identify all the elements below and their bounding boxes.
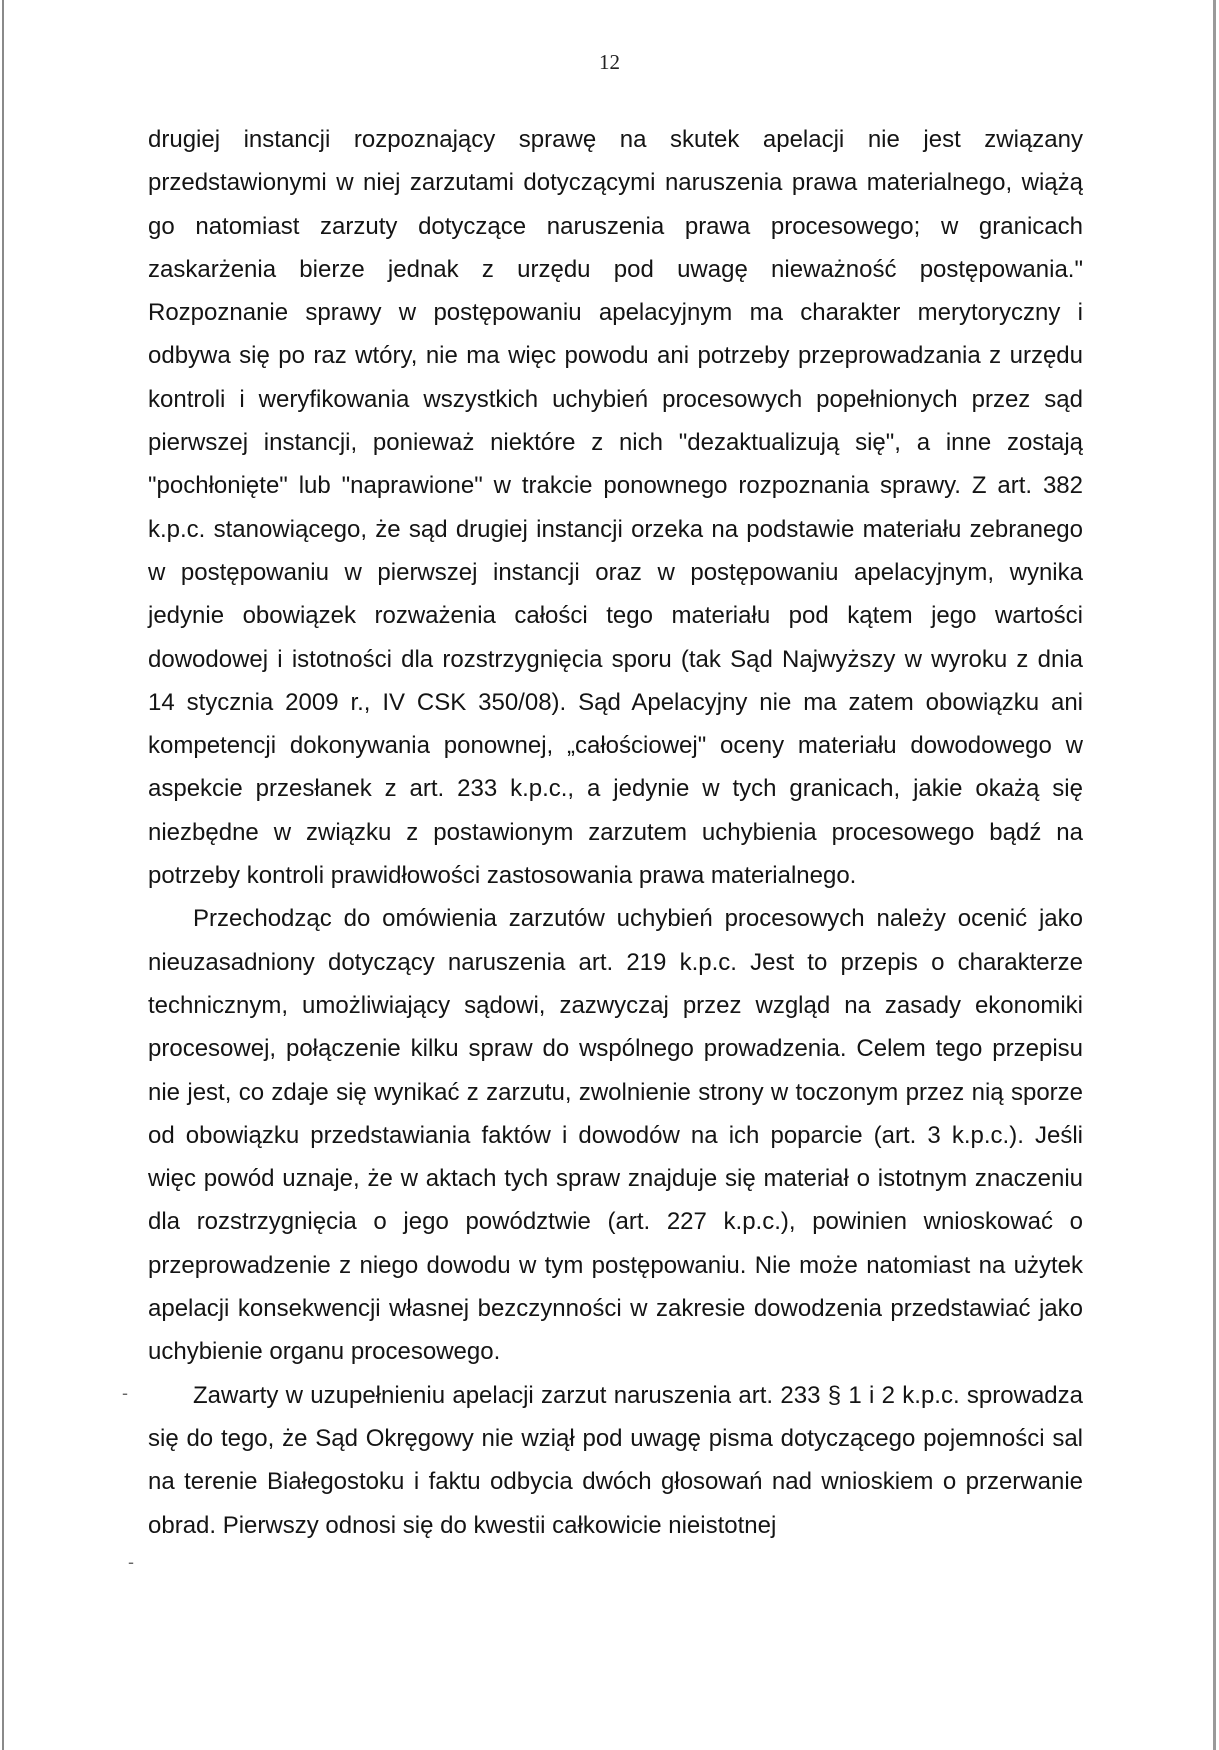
scan-edge-left [2, 0, 4, 1750]
margin-mark: - [122, 1383, 128, 1403]
paragraph-procedural-objections: Przechodząc do omówienia zarzutów uchybień procesowych należy ocenić jako nieuzasadniony dotyczący naruszenia art. 219 k.p.c. Jest to przepis o charakterze technicznym, umożliwiający sądowi, zazwyczaj przez wzgląd na zasady ekonomiki procesowej, połączenie kilku spraw do wspólnego prowadzenia. Celem tego przepisu nie jest, co zdaje się wynikać z zarzutu, zwolnienie strony w toczonym przez nią sporze od obowiązku przedstawiania faktów i dowodów na ich poparcie (art. 3 k.p.c.). Jeśli więc powód uznaje, że w aktach tych spraw znajduje się materiał o istotnym znaczeniu dla rozstrzygnięcia o jego powództwie (art. 227 k.p.c.), powinien wnioskować o przeprowadzenie z niego dowodu w tym postępowaniu. Nie może natomiast na użytek apelacji konsekwencji własnej bezczynności w zakresie dowodzenia przedstawiać jako uchybienie organu procesowego. [148, 905, 1083, 1366]
paragraph-article-233: Zawarty w uzupełnieniu apelacji zarzut naruszenia art. 233 § 1 i 2 k.p.c. sprowadza się do tego, że Sąd Okręgowy nie wziął pod uwagę pisma dotyczącego pojemności sal na terenie Białegostoku i faktu odbycia dwóch głosowań nad wnioskiem o przerwanie obrad. Pierwszy odnosi się do kwestii całkowicie nieistotnej [148, 1381, 1083, 1539]
paragraph-continuation: drugiej instancji rozpoznający sprawę na skutek apelacji nie jest związany przedstawionymi w niej zarzutami dotyczącymi naruszenia prawa materialnego, wiążą go natomiast zarzuty dotyczące naruszenia prawa procesowego; w granicach zaskarżenia bierze jednak z urzędu pod uwagę nieważność postępowania." Rozpoznanie sprawy w postępowaniu apelacyjnym ma charakter merytoryczny i odbywa się po raz wtóry, nie ma więc powodu ani potrzeby przeprowadzania z urzędu kontroli i weryfikowania wszystkich uchybień procesowych popełnionych przez sąd pierwszej instancji, ponieważ niektóre z nich "dezaktualizują się", a inne zostają "pochłonięte" lub "naprawione" w trakcie ponownego rozpoznania sprawy. Z art. 382 k.p.c. stanowiącego, że sąd drugiej instancji orzeka na podstawie materiału zebranego w postępowaniu w pierwszej instancji oraz w postępowaniu apelacyjnym, wynika jedynie obowiązek rozważenia całości tego materiału pod kątem jego wartości dowodowej i istotności dla rozstrzygnięcia sporu (tak Sąd Najwyższy w wyroku z dnia 14 stycznia 2009 r., IV CSK 350/08). Sąd Apelacyjny nie ma zatem obowiązku ani kompetencji dokonywania ponownej, „całościowej" oceny materiału dowodowego w aspekcie przesłanek z art. 233 k.p.c., a jedynie w tych granicach, jakie okażą się niezbędne w związku z postawionym zarzutem uchybienia procesowego bądź na potrzeby kontroli prawidłowości zastosowania prawa materialnego. [148, 126, 1083, 890]
margin-mark: - [128, 1552, 134, 1572]
scan-edge-right [1213, 0, 1216, 1750]
document-body [148, 118, 1083, 1547]
page-number: 12 [599, 50, 620, 74]
